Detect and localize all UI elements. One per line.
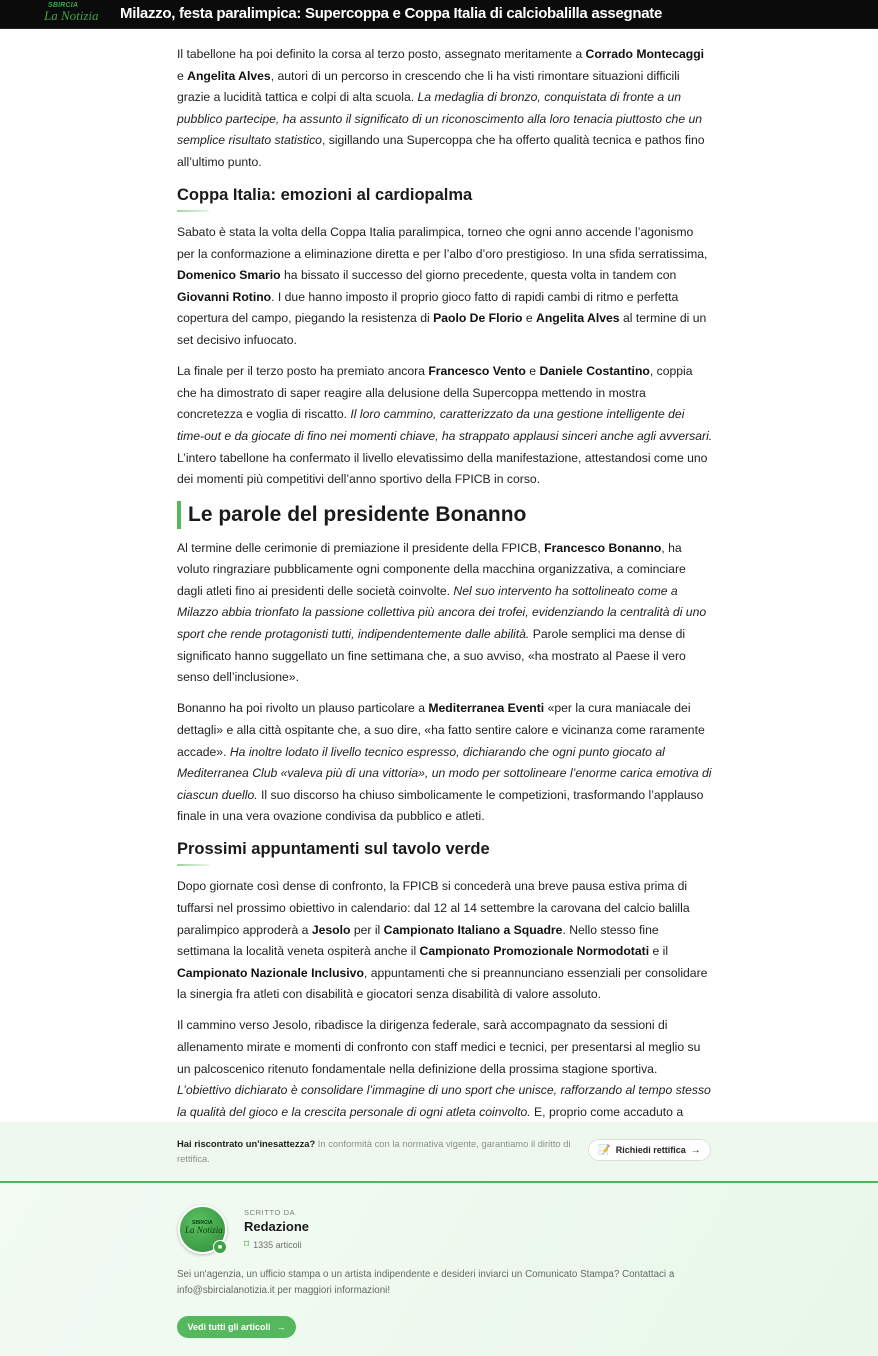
bookmark-icon: ⌑ [244,1239,250,1250]
page-title: Milazzo, festa paralimpica: Supercoppa e Coppa Italia di calciobalilla assegnate [120,5,663,22]
text-run: e [177,68,188,83]
avatar[interactable] [178,1205,227,1254]
lock-icon: ■ [213,1240,227,1254]
bold-text: Campionato Nazionale Inclusivo [177,965,364,980]
view-all-articles-label: Vedi tutti gli articoli [187,1322,271,1332]
text-run: Il suo discorso ha chiuso simbolicamente le competizioni, trasformando l’applauso finale in una vera ovazione condivisa da pubblico e atleti. [177,787,704,824]
text-run: per il [350,922,384,937]
italic-text: Ha inoltre lodato il livello tecnico espresso, dichiarando che ogni punto giocato al Mediterranea Club «valeva più di una vittoria», un modo per sottolineare l’enorme carica emotiva di ciascun duello. [177,744,712,802]
article-paragraph [177,698,713,828]
request-correction-label: Richiedi rettifica [615,1145,686,1155]
text-run: al termine di un set decisivo infuocato. [177,311,707,348]
avatar-logo-main: La Notizia [185,1225,223,1235]
text-run: . I due hanno imposto il proprio gioco fatto di rapidi cambi di ritmo e perfetta copertura del campo, piegando la resistenza di [177,289,679,326]
bold-text: Paolo De Florio [433,311,523,326]
text-run: . Nello stesso fine settimana la località veneta ospiterà anche il [177,922,659,959]
section-heading-presidente: Le parole del presidente Bonanno [177,501,713,529]
arrow-right-icon: → [276,1322,286,1332]
italic-text: Il loro cammino, caratterizzato da una gestione intelligente dei time-out e da giocate di fino nei momenti chiave, ha strappato applausi sinceri anche agli avversari. [177,407,713,443]
section-heading-coppa-italia: Coppa Italia: emozioni al cardiopalma [177,186,473,205]
article-paragraph [177,44,713,174]
bold-text: Mediterranea Eventi [428,701,545,716]
text-run: e [525,364,540,379]
bold-text: Giovanni Rotino [177,289,272,304]
text-run: Dopo giornate così dense di confronto, la FPICB si concederà una breve pausa estiva prima di tuffarsi nel prossimo obiettivo in calendario: dal 12 al 14 settembre la carovana del calcio balilla paralimpico approderà a [177,879,690,937]
request-correction-button[interactable] [588,1139,711,1161]
correction-question: Hai riscontrato un'inesattezza? [177,1138,316,1149]
section-heading-prossimi-appuntamenti: Prossimi appuntamenti sul tavolo verde [177,840,490,859]
bold-text: Jesolo [311,922,351,937]
pencil-icon: 📝 [598,1144,611,1156]
text-run: L’intero tabellone ha confermato il livello elevatissimo della manifestazione, attestandosi come uno dei momenti più competitivi dell’anno sportivo della FPICB in corso. [177,450,708,487]
logo-main-text: La Notizia [44,8,99,23]
italic-text: L’obiettivo dichiarato è consolidare l’immagine di uno sport che unisce, rafforzando al tempo stesso la qualità del gioco e la crescita personale di ogni atleta coinvolto. [177,1083,711,1119]
articles-count-text: 1335 articoli [253,1239,302,1250]
text-run: Il tabellone ha poi definito la corsa al terzo posto, assegnato meritamente a [177,47,586,61]
text-run: Sabato è stata la volta della Coppa Italia paralimpica, torneo che ogni anno accende l’agonismo per la conformazione a eliminazione diretta e per l’albo d’oro prestigioso. In una sfida serratissima, [177,225,708,261]
text-run: , coppia che ha dimostrato di saper reagire alla delusione della Supercoppa mettendo in mostra concretezza e voglia di riscatto. [177,364,693,422]
article-paragraph [177,361,713,491]
article-paragraph [177,222,713,352]
text-run: , appuntamenti che si preannunciano essenziali per consolidare la sinergia fra atleti con disabilità e giocatori senza disabilità di valore assoluto. [177,965,708,1002]
bold-text: Corrado Montecaggi [585,47,705,61]
bold-text: Campionato Promozionale Normodotati [419,944,650,959]
text-run: , ha voluto ringraziare pubblicamente ogni componente della macchina organizzativa, a cominciare dagli atleti fino ai presidenti delle società coinvolte. [177,540,686,598]
text-run: Parole semplici ma dense di significato hanno suggellato un fine settimana che, a suo avviso, «ha mostrato al Paese il vero senso dell’inclusione». [177,627,686,685]
correction-description: In conformità con la normativa vigente, garantiamo il diritto di rettifica. [177,1138,571,1164]
bold-text: Domenico Smario [177,268,281,283]
text-run: e [522,311,537,326]
italic-text: La medaglia di bronzo, conquistata di fronte a un pubblico partecipe, ha assunto il significato di un riconoscimento alla loro tenacia piuttosto che un semplice risultato statistico [177,90,703,148]
text-run: «per la cura maniacale dei dettagli» e alla città ospitante che, a suo dire, «ha fatto sentire calore e vicinanza come raramente accade». [177,701,705,759]
arrow-right-icon: → [690,1144,701,1156]
text-run: e il [649,944,669,959]
top-bar [0,0,878,29]
author-box [0,1181,878,1356]
bold-text: Angelita Alves [187,68,271,83]
text-run: Al termine delle cerimonie di premiazione il presidente della FPICB, [177,540,545,555]
correction-text [177,1137,577,1166]
bold-text: Francesco Bonanno [544,540,662,555]
logo-top-text: SBIRCIA [48,2,79,9]
author-bio: Sei un'agenzia, un ufficio stampa o un artista indipendente e desideri inviarci un Comunicato Stampa? Contattaci a info@sbircialanotizia.it per maggiori informazioni! [177,1269,675,1296]
site-logo[interactable] [44,2,108,26]
text-run: ha bissato il successo del giorno precedente, questa volta in tandem con [280,268,677,283]
article-paragraph [177,876,713,1006]
bold-text: Daniele Costantino [539,364,650,379]
text-run: Il cammino verso Jesolo, ribadisce la dirigenza federale, sarà accompagnato da sessioni di allenamento mirate e momenti di confronto con staff medici e tecnici, per presentarsi al meglio su un palcoscenico ritenuto fondamentale nella definizione della prossima stagione sportiva. [177,1018,701,1076]
author-articles-count [244,1239,302,1250]
text-run: E, proprio come accaduto a [534,1104,684,1119]
view-all-articles-button[interactable] [177,1316,296,1338]
written-by-label: SCRITTO DA [244,1208,296,1217]
avatar-logo-top: SBIRCIA [192,1220,213,1226]
article-body [177,44,713,1155]
text-run: , sigillando una Supercoppa che ha offerto qualità tecnica e pathos fino all’ultimo punto. [177,133,705,169]
bold-text: Campionato Italiano a Squadre [383,922,563,937]
bold-text: Francesco Vento [428,364,526,379]
article-paragraph [177,538,713,689]
text-run: , autori di un percorso in crescendo che li ha visti rimontare situazioni difficili grazie a lucidità tattica e colpi di alta scuola. [177,68,680,105]
correction-banner [0,1122,878,1181]
heading-underline [177,864,209,866]
text-run: La finale per il terzo posto ha premiato ancora [177,364,429,379]
text-run: Bonanno ha poi rivolto un plauso particolare a [177,701,429,716]
heading-underline [177,210,209,212]
author-name[interactable]: Redazione [244,1219,310,1234]
italic-text: Nel suo intervento ha sottolineato come a Milazzo abbia trionfato la passione collettiva più ancora dei trofei, evidenziando la centralità di uno sport che rende protagonisti tutti, indipendentemente dalle abilità. [177,583,707,642]
bold-text: Angelita Alves [536,311,620,326]
